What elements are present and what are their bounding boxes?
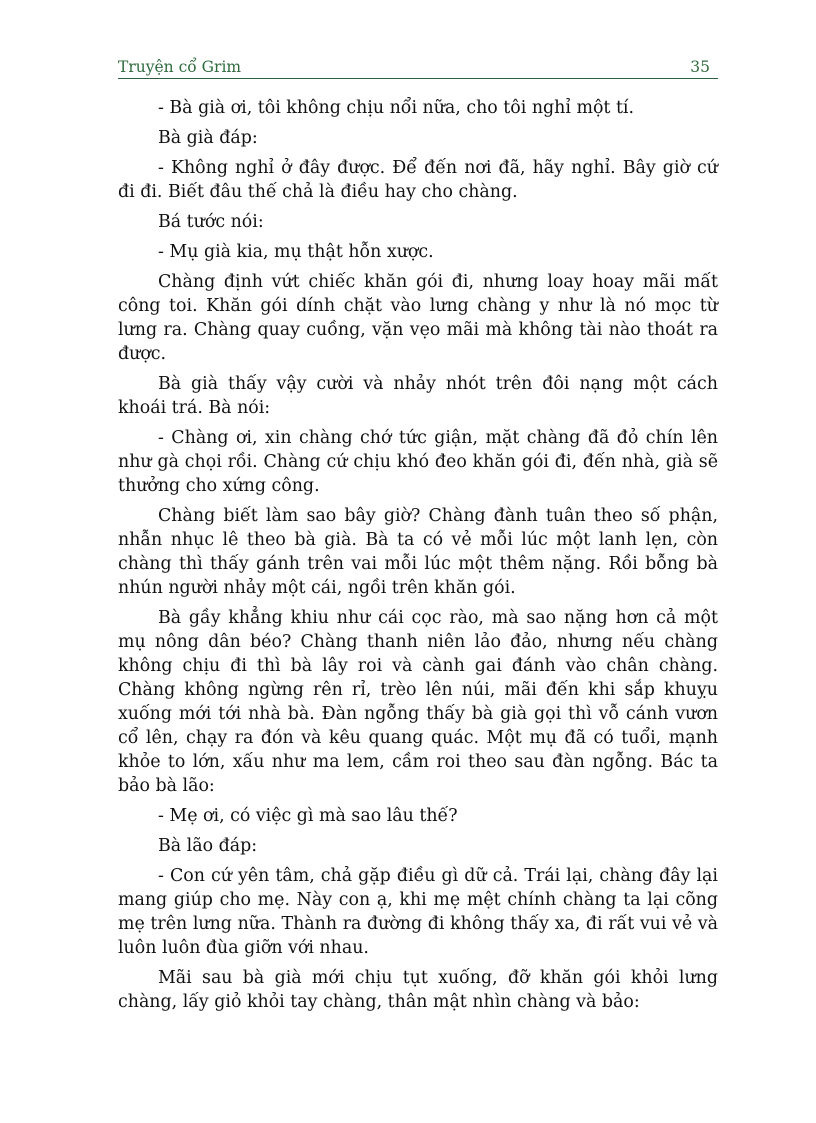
paragraph: Bá tước nói:	[158, 212, 264, 232]
paragraph: - Bà già ơi, tôi không chịu nổi nữa, cho tôi nghỉ một tí.	[158, 98, 635, 118]
running-title: Truyện cổ Grim	[118, 58, 242, 76]
paragraph: - Mẹ ơi, có việc gì mà sao lâu thế?	[158, 806, 458, 826]
paragraph: Chàng biết làm sao bây giờ? Chàng đành tuân theo số phận, nhẫn nhục lê theo bà già. Bà ta có vẻ mỗi lúc một lanh lẹn, còn chàng thì thấy gánh trên vai mỗi lúc một thêm nặng. Rồi bỗng bà nhún người nhảy một cái, ngồi trên khăn gói.	[118, 506, 718, 598]
body-text	[118, 96, 718, 1020]
paragraph: Bà già đáp:	[158, 128, 258, 148]
paragraph: - Không nghỉ ở đây được. Để đến nơi đã, hãy nghỉ. Bây giờ cứ đi đi. Biết đâu thế chả là điều hay cho chàng.	[118, 158, 718, 202]
paragraph: Bà gầy khẳng khiu như cái cọc rào, mà sao nặng hơn cả một mụ nông dân béo? Chàng thanh niên lảo đảo, nhưng nếu chàng không chịu đi thì bà lây roi và cành gai đánh vào chân chàng. Chàng không ngừng rên rỉ, trèo lên núi, mãi đến khi sắp khuỵu xuống mới tới nhà bà. Đàn ngỗng thấy bà già gọi thì vỗ cánh vươn cổ lên, chạy ra đón và kêu quang quác. Một mụ đã có tuổi, mạnh khỏe to lớn, xấu như ma lem, cầm roi theo sau đàn ngỗng. Bác ta bảo bà lão:	[118, 608, 718, 796]
paragraph: Chàng định vứt chiếc khăn gói đi, nhưng loay hoay mãi mất công toi. Khăn gói dính chặt vào lưng chàng y như là nó mọc từ lưng ra. Chàng quay cuồng, vặn vẹo mãi mà không tài nào thoát ra được.	[118, 272, 718, 364]
page-header	[118, 58, 718, 79]
page-number: 35	[690, 58, 710, 76]
paragraph: Mãi sau bà già mới chịu tụt xuống, đỡ khăn gói khỏi lưng chàng, lấy giỏ khỏi tay chàng, thân mật nhìn chàng và bảo:	[118, 968, 718, 1012]
paragraph: Bà lão đáp:	[158, 836, 258, 856]
paragraph: - Chàng ơi, xin chàng chớ tức giận, mặt chàng đã đỏ chín lên như gà chọi rồi. Chàng cứ chịu khó đeo khăn gói đi, đến nhà, già sẽ thưởng cho xứng công.	[118, 428, 718, 496]
paragraph: - Mụ già kia, mụ thật hỗn xược.	[158, 242, 434, 262]
paragraph: Bà già thấy vậy cười và nhảy nhót trên đôi nạng một cách khoái trá. Bà nói:	[118, 374, 718, 418]
paragraph: - Con cứ yên tâm, chả gặp điều gì dữ cả. Trái lại, chàng đây lại mang giúp cho mẹ. Này con ạ, khi mẹ mệt chính chàng ta lại cõng mẹ trên lưng nữa. Thành ra đường đi không thấy xa, đi rất vui vẻ và luôn luôn đùa giỡn với nhau.	[118, 866, 718, 958]
